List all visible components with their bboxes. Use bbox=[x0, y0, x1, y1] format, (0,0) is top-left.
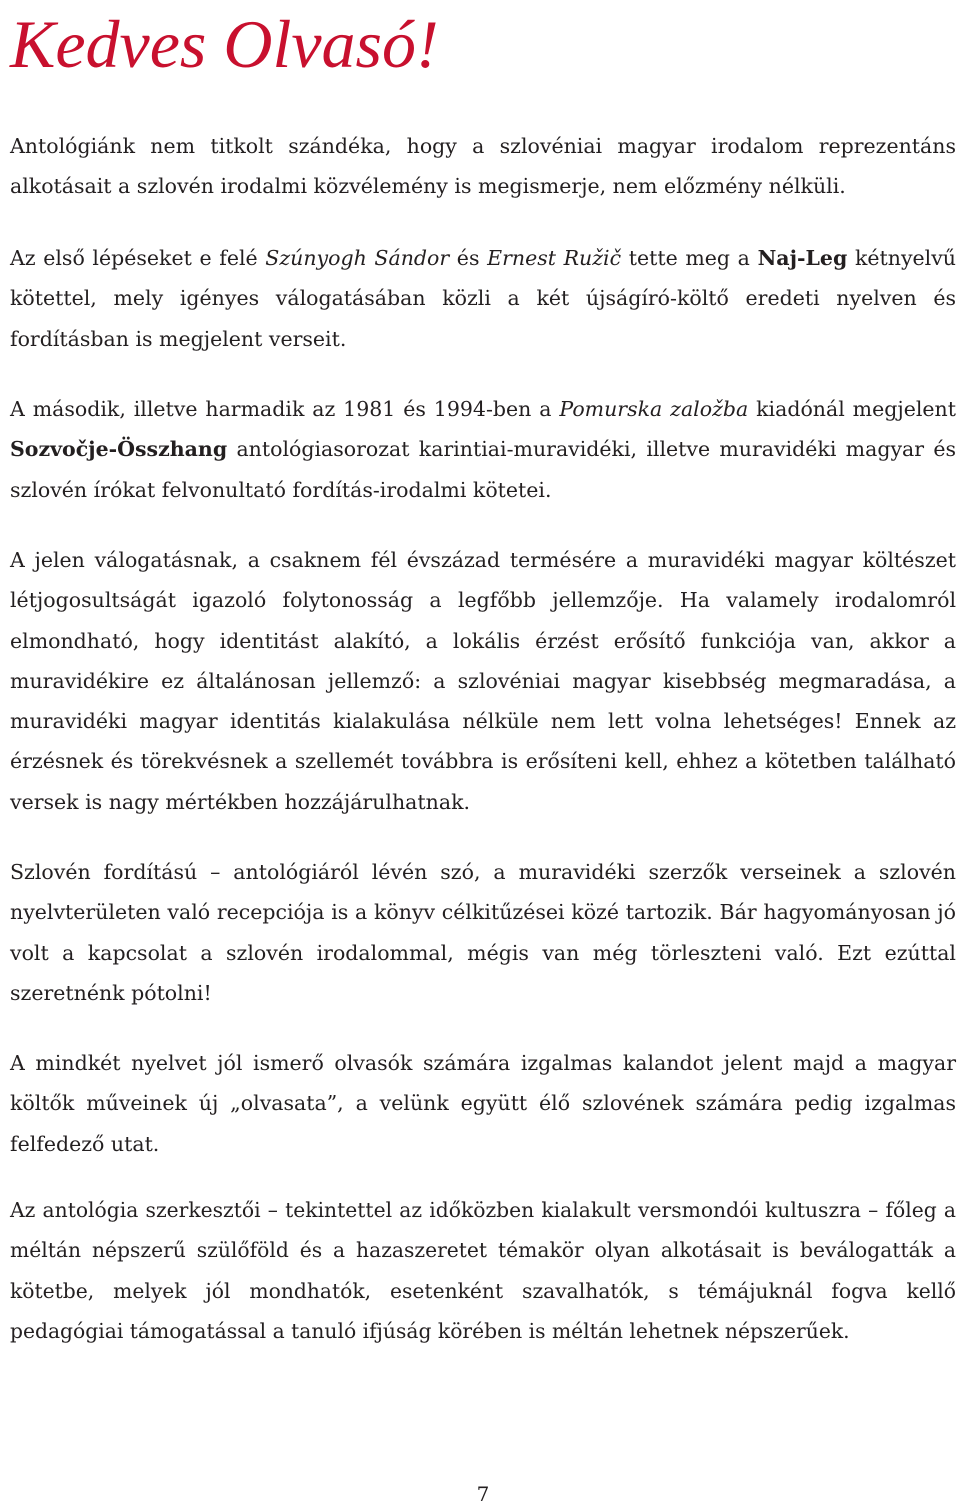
page-title: Kedves Olvasó! bbox=[10, 6, 439, 82]
paragraph-selection: A jelen válogatásnak, a csaknem fél évszázad termésére a muravidéki magyar költészet létjogosultságát igazoló folytonosság a legfőbb jellemzője. Ha valamely irodalomról elmondható, hogy identitást alakító, a lokális érzést erősítő funkciója van, akkor a muravidékire ez általánosan jellemző: a szlovéniai magyar kisebbség megmaradása, a muravidéki magyar identitás kialakulása nélküle nem lett volna lehetséges! Ennek az érzésnek és törekvésnek a szellemét továbbra is erősíteni kell, ehhez a kötetben található versek is nagy mértékben hozzájárulhatnak. bbox=[10, 548, 956, 814]
text-run: Az első lépéseket e felé bbox=[10, 246, 266, 270]
bold-book-title: Naj-Leg bbox=[757, 246, 848, 270]
bold-series-title: Sozvočje-Összhang bbox=[10, 437, 228, 462]
paragraph-editors: Az antológia szerkesztői – tekintettel az időközben kialakult versmondói kultuszra – főleg a méltán népszerű szülőföld és a hazaszeretet témakör olyan alkotásait is beválogatták a kötetbe, melyek jól mondhatók, esetenként szavalhatók, s témájuknál fogva kellő pedagógiai támogatással a tanuló ifjúság körében is méltán lehetnek népszerűek. bbox=[10, 1198, 956, 1343]
text-run: és bbox=[449, 246, 488, 270]
italic-publisher-name: Pomurska založba bbox=[559, 397, 749, 421]
page-number: 7 bbox=[476, 1482, 490, 1506]
paragraph-naj-leg bbox=[10, 238, 956, 359]
text-run: kétnyelvű kötettel, mely igényes válogatásában közli a két újságíró-költő eredeti nyelven és fordításban is megjelent verseit. bbox=[10, 246, 957, 351]
paragraph-translation: Szlovén fordítású – antológiáról lévén szó, a muravidéki szerzők verseinek a szlovén nyelvterületen való recepciója is a könyv célkitűzései közé tartozik. Bár hagyományosan jó volt a kapcsolat a szlovén irodalommal, mégis van még törleszteni való. Ezt ezúttal szeretnénk pótolni! bbox=[10, 860, 956, 1005]
text-run: tette meg a bbox=[621, 246, 758, 270]
document-page bbox=[10, 0, 956, 1509]
text-run: antológiasorozat karintiai-muravidéki, illetve muravidéki magyar és szlovén írókat felvonultató fordítás-irodalmi kötetei. bbox=[10, 437, 956, 502]
paragraph-readers: A mindkét nyelvet jól ismerő olvasók számára izgalmas kalandot jelent majd a magyar költők műveinek új „olvasata”, a velünk együtt élő szlovének számára pedig izgalmas felfedező utat. bbox=[10, 1051, 956, 1156]
paragraph-intro: Antológiánk nem titkolt szándéka, hogy a szlovéniai magyar irodalom reprezentáns alkotásait a szlovén irodalmi közvélemény is megismerje, nem előzmény nélküli. bbox=[10, 134, 956, 199]
italic-author-name: Ernest Ružič bbox=[487, 246, 622, 270]
paragraph-sozvocje bbox=[10, 389, 956, 510]
text-run: A második, illetve harmadik az 1981 és 1994-ben a bbox=[10, 397, 560, 421]
italic-author-name: Szúnyogh Sándor bbox=[265, 246, 450, 270]
text-run: kiadónál megjelent bbox=[748, 397, 956, 421]
